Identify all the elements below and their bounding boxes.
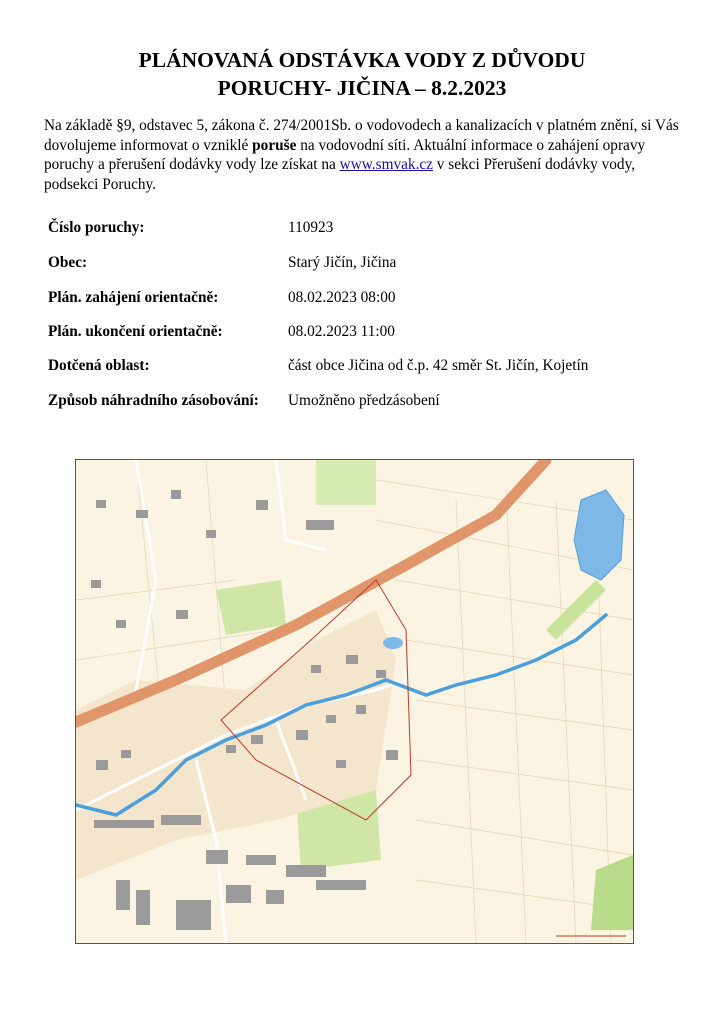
detail-label: Číslo poruchy:: [48, 219, 145, 236]
detail-value: 110923: [288, 219, 334, 236]
title-line-1: PLÁNOVANÁ ODSTÁVKA VODY Z DŮVODU: [138, 48, 586, 72]
detail-label: Způsob náhradního zásobování:: [48, 392, 259, 409]
intro-text-middle: na vodovodní síti. Aktuální informace o zahájení opravy poruchy a přerušení dodávky vody lze získat na: [44, 136, 646, 173]
title-line-2: PORUCHY- JIČINA – 8.2.2023: [217, 76, 507, 100]
outage-map[interactable]: [75, 459, 634, 944]
intro-text-end: v sekci Přerušení dodávky vody, podsekci Poruchy.: [44, 156, 636, 193]
intro-bold-word: poruše: [252, 136, 297, 154]
page-title: [0, 46, 724, 102]
detail-label: Dotčená oblast:: [48, 357, 150, 374]
detail-value: Starý Jičín, Jičina: [288, 254, 397, 271]
detail-label: Plán. ukončení orientačně:: [48, 323, 223, 340]
detail-value: 08.02.2023 08:00: [288, 289, 396, 306]
smvak-link[interactable]: www.smvak.cz: [339, 156, 433, 173]
map-graphic: [76, 460, 633, 943]
small-pond: [383, 637, 403, 649]
detail-label: Obec:: [48, 254, 88, 271]
detail-label: Plán. zahájení orientačně:: [48, 289, 219, 306]
intro-paragraph: [44, 116, 684, 194]
detail-value: Umožněno předzásobení: [288, 392, 440, 409]
detail-value: 08.02.2023 11:00: [288, 323, 395, 340]
detail-value: část obce Jičina od č.p. 42 směr St. Jičín, Kojetín: [288, 357, 589, 374]
intro-text-start: Na základě §9, odstavec 5, zákona č. 274/2001Sb. o vodovodech a kanalizacích v platném znění, si Vás dovolujeme informovat o vzniklé: [44, 117, 679, 154]
